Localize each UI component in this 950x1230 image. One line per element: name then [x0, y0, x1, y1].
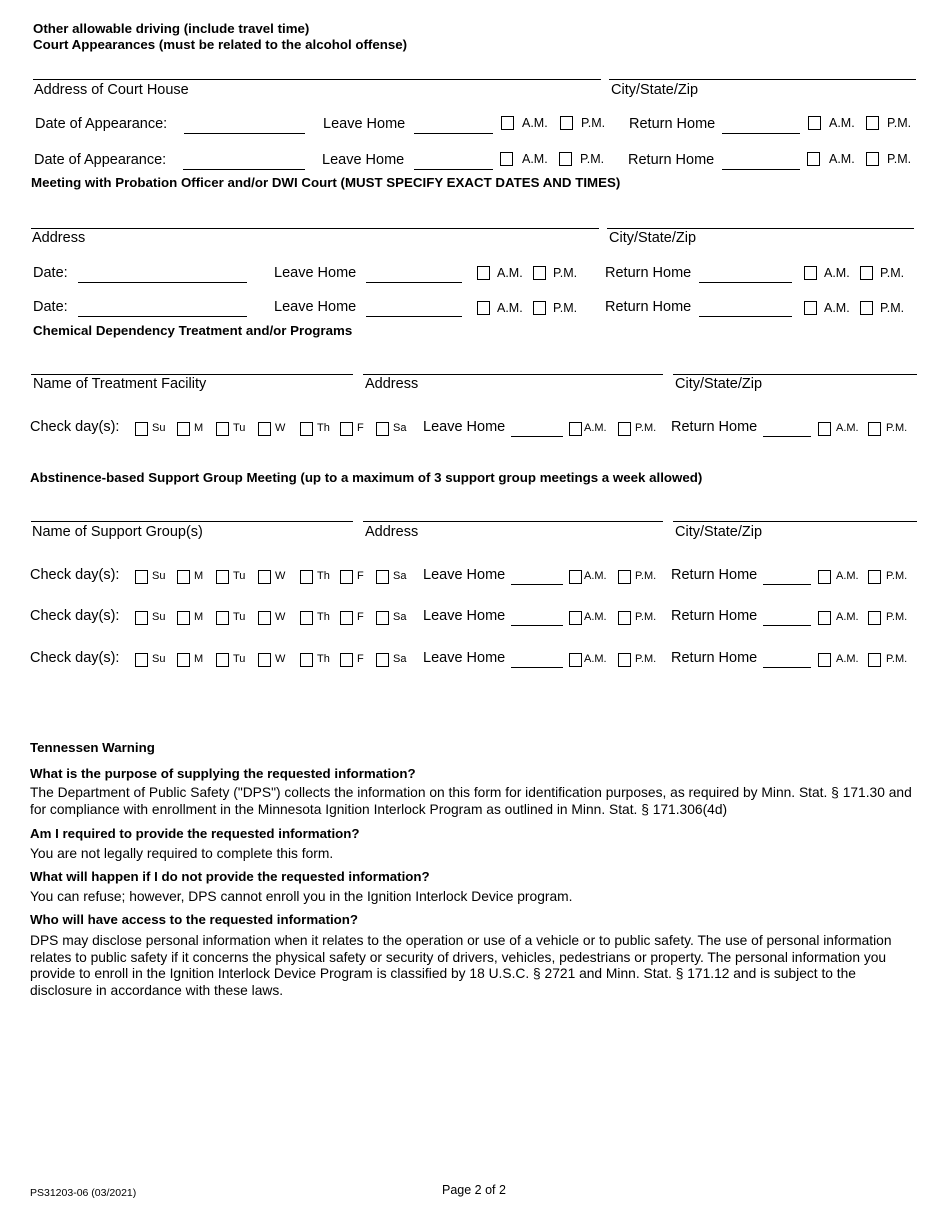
pm-checkbox[interactable]	[618, 570, 631, 584]
leave-home-label: Leave Home	[423, 608, 506, 624]
court-address-label: Address of Court House	[34, 82, 189, 98]
day-checkbox-f[interactable]	[340, 653, 353, 667]
day-checkbox-f[interactable]	[340, 422, 353, 436]
day-checkbox-tu[interactable]	[216, 422, 229, 436]
am-checkbox[interactable]	[501, 116, 514, 130]
pm-checkbox[interactable]	[860, 266, 873, 280]
pm-checkbox[interactable]	[618, 422, 631, 436]
pm-checkbox[interactable]	[868, 611, 881, 625]
leave-home-label: Leave Home	[423, 419, 506, 435]
leave-home-field[interactable]	[511, 625, 563, 626]
day-label: F	[357, 570, 364, 582]
pm-checkbox[interactable]	[533, 301, 546, 315]
am-label: A.M.	[522, 116, 548, 130]
day-label: W	[275, 653, 286, 665]
pm-label: P.M.	[635, 422, 657, 434]
court-city-label: City/State/Zip	[611, 82, 699, 98]
return-home-field[interactable]	[763, 625, 811, 626]
day-label: Th	[317, 570, 330, 582]
day-checkbox-m[interactable]	[177, 611, 190, 625]
day-label: Su	[152, 422, 166, 434]
am-checkbox[interactable]	[477, 266, 490, 280]
day-checkbox-th[interactable]	[300, 422, 313, 436]
court-leave-field[interactable]	[414, 133, 493, 134]
warning-a3: You can refuse; however, DPS cannot enroll you in the Ignition Interlock Device program.	[30, 889, 573, 904]
day-label: Su	[152, 570, 166, 582]
am-label: A.M.	[824, 301, 850, 315]
check-days-label: Check day(s):	[30, 567, 120, 583]
am-label: A.M.	[829, 152, 855, 166]
treatment-address-underline[interactable]	[363, 374, 663, 375]
probation-date-field[interactable]	[78, 282, 247, 283]
day-label: Th	[317, 422, 330, 434]
day-label: Tu	[233, 611, 246, 623]
return-home-label: Return Home	[671, 608, 758, 624]
support-heading: Abstinence-based Support Group Meeting (up to a maximum of 3 support group meetings a week allowed)	[30, 470, 703, 485]
day-checkbox-tu[interactable]	[216, 570, 229, 584]
pm-checkbox[interactable]	[868, 570, 881, 584]
pm-label: P.M.	[553, 266, 578, 280]
court-date-label: Date of Appearance:	[35, 116, 168, 132]
court-leave-label: Leave Home	[323, 116, 406, 132]
warning-title: Tennessen Warning	[30, 740, 155, 755]
court-return-field[interactable]	[722, 133, 800, 134]
pm-checkbox[interactable]	[559, 152, 572, 166]
return-home-field[interactable]	[763, 667, 811, 668]
probation-return-label: Return Home	[605, 299, 692, 315]
am-checkbox[interactable]	[818, 611, 831, 625]
day-checkbox-f[interactable]	[340, 570, 353, 584]
warning-a4: DPS may disclose personal information when it relates to the operation or use of a vehicle or to public safety. The use of personal information relates to public safety if it concerns the physical safety or security of drivers, vehicles, pedestrians or property. The personal information you provide to enroll in the Ignition Interlock Device Program is classified by 18 U.S.C. § 2721 and Minn. Stat. § 171.12 and is subject to the disclosure in accordance with these laws.	[30, 933, 892, 998]
am-checkbox[interactable]	[807, 152, 820, 166]
day-label: Sa	[393, 611, 407, 623]
leave-home-label: Leave Home	[423, 650, 506, 666]
pm-label: P.M.	[580, 152, 605, 166]
pm-label: P.M.	[880, 301, 905, 315]
am-label: A.M.	[584, 422, 607, 434]
day-label: Tu	[233, 422, 246, 434]
pm-label: P.M.	[886, 653, 908, 665]
day-label: F	[357, 422, 364, 434]
header-line-1: Other allowable driving (include travel time)	[33, 21, 310, 36]
pm-label: P.M.	[886, 570, 908, 582]
check-days-label: Check day(s):	[30, 419, 120, 435]
day-checkbox-th[interactable]	[300, 611, 313, 625]
day-label: M	[194, 422, 204, 434]
am-label: A.M.	[836, 422, 859, 434]
pm-label: P.M.	[886, 422, 908, 434]
pm-label: P.M.	[635, 570, 657, 582]
court-leave-label: Leave Home	[322, 152, 405, 168]
support-city-underline[interactable]	[673, 521, 917, 522]
pm-label: P.M.	[635, 611, 657, 623]
court-date-field[interactable]	[184, 133, 305, 134]
probation-return-field[interactable]	[699, 316, 792, 317]
day-checkbox-sa[interactable]	[376, 570, 389, 584]
am-checkbox[interactable]	[569, 653, 582, 667]
day-checkbox-m[interactable]	[177, 653, 190, 667]
court-city-underline[interactable]	[609, 79, 916, 80]
warning-a2: You are not legally required to complete this form.	[30, 846, 334, 861]
day-label: Th	[317, 611, 330, 623]
day-label: Su	[152, 653, 166, 665]
pm-label: P.M.	[581, 116, 606, 130]
warning-q2: Am I required to provide the requested information?	[30, 826, 360, 841]
return-home-label: Return Home	[671, 419, 758, 435]
day-checkbox-th[interactable]	[300, 570, 313, 584]
day-label: F	[357, 653, 364, 665]
pm-label: P.M.	[880, 266, 905, 280]
probation-leave-label: Leave Home	[274, 299, 357, 315]
day-checkbox-su[interactable]	[135, 611, 148, 625]
day-checkbox-w[interactable]	[258, 422, 271, 436]
am-checkbox[interactable]	[569, 570, 582, 584]
court-leave-field[interactable]	[414, 169, 493, 170]
form-number: PS31203-06 (03/2021)	[30, 1187, 137, 1199]
am-label: A.M.	[497, 301, 523, 315]
treatment-heading: Chemical Dependency Treatment and/or Programs	[33, 323, 353, 338]
support-city-label: City/State/Zip	[675, 524, 763, 540]
am-label: A.M.	[497, 266, 523, 280]
pm-checkbox[interactable]	[866, 152, 879, 166]
days-row	[0, 567, 950, 587]
pm-label: P.M.	[887, 116, 912, 130]
day-checkbox-sa[interactable]	[376, 653, 389, 667]
days-row	[0, 650, 950, 670]
check-days-label: Check day(s):	[30, 650, 120, 666]
support-address-label: Address	[365, 524, 419, 540]
days-row	[0, 419, 950, 439]
pm-label: P.M.	[886, 611, 908, 623]
day-label: Tu	[233, 653, 246, 665]
court-return-label: Return Home	[628, 152, 715, 168]
return-home-label: Return Home	[671, 567, 758, 583]
pm-label: P.M.	[635, 653, 657, 665]
probation-date-field[interactable]	[78, 316, 247, 317]
am-label: A.M.	[836, 611, 859, 623]
return-home-label: Return Home	[671, 650, 758, 666]
day-checkbox-w[interactable]	[258, 611, 271, 625]
day-checkbox-th[interactable]	[300, 653, 313, 667]
day-checkbox-m[interactable]	[177, 422, 190, 436]
pm-checkbox[interactable]	[560, 116, 573, 130]
support-name-underline[interactable]	[31, 521, 353, 522]
day-checkbox-su[interactable]	[135, 653, 148, 667]
day-checkbox-sa[interactable]	[376, 611, 389, 625]
day-label: W	[275, 611, 286, 623]
day-label: Sa	[393, 422, 407, 434]
court-address-underline[interactable]	[33, 79, 601, 80]
pm-checkbox[interactable]	[868, 422, 881, 436]
warning-q3: What will happen if I do not provide the requested information?	[30, 869, 430, 884]
day-checkbox-w[interactable]	[258, 570, 271, 584]
am-label: A.M.	[829, 116, 855, 130]
pm-checkbox[interactable]	[618, 653, 631, 667]
probation-leave-field[interactable]	[366, 316, 462, 317]
am-checkbox[interactable]	[477, 301, 490, 315]
treatment-facility-underline[interactable]	[31, 374, 353, 375]
am-checkbox[interactable]	[818, 570, 831, 584]
probation-return-label: Return Home	[605, 265, 692, 281]
am-label: A.M.	[584, 611, 607, 623]
probation-date-label: Date:	[33, 265, 68, 281]
days-row	[0, 608, 950, 628]
probation-return-field[interactable]	[699, 282, 792, 283]
treatment-address-label: Address	[365, 376, 419, 392]
treatment-facility-label: Name of Treatment Facility	[33, 376, 207, 392]
am-label: A.M.	[824, 266, 850, 280]
am-checkbox[interactable]	[804, 301, 817, 315]
return-home-field[interactable]	[763, 436, 811, 437]
day-checkbox-tu[interactable]	[216, 611, 229, 625]
court-return-field[interactable]	[722, 169, 800, 170]
check-days-label: Check day(s):	[30, 608, 120, 624]
day-label: Tu	[233, 570, 246, 582]
treatment-city-label: City/State/Zip	[675, 376, 763, 392]
court-return-label: Return Home	[629, 116, 716, 132]
warning-q4: Who will have access to the requested information?	[30, 912, 359, 927]
pm-checkbox[interactable]	[868, 653, 881, 667]
day-label: W	[275, 422, 286, 434]
warning-a1: The Department of Public Safety ("DPS") collects the information on this form for identification purposes, as required by Minn. Stat. § 171.30 and for compliance with enrollment in the Minnesota Ignition Interlock Program as outlined in Minn. Stat. § 171.306(4d)	[30, 785, 912, 817]
support-name-label: Name of Support Group(s)	[32, 524, 203, 540]
am-checkbox[interactable]	[818, 422, 831, 436]
day-label: Sa	[393, 570, 407, 582]
am-checkbox[interactable]	[569, 422, 582, 436]
probation-leave-label: Leave Home	[274, 265, 357, 281]
am-checkbox[interactable]	[500, 152, 513, 166]
day-checkbox-sa[interactable]	[376, 422, 389, 436]
probation-city-underline[interactable]	[607, 228, 914, 229]
pm-checkbox[interactable]	[533, 266, 546, 280]
pm-checkbox[interactable]	[860, 301, 873, 315]
header-line-2: Court Appearances (must be related to the alcohol offense)	[33, 37, 408, 52]
am-label: A.M.	[836, 653, 859, 665]
day-checkbox-m[interactable]	[177, 570, 190, 584]
am-checkbox[interactable]	[818, 653, 831, 667]
am-label: A.M.	[584, 653, 607, 665]
day-label: M	[194, 611, 204, 623]
probation-address-underline[interactable]	[31, 228, 599, 229]
pm-label: P.M.	[553, 301, 578, 315]
day-label: F	[357, 611, 364, 623]
day-label: Sa	[393, 653, 407, 665]
day-checkbox-f[interactable]	[340, 611, 353, 625]
leave-home-field[interactable]	[511, 667, 563, 668]
leave-home-field[interactable]	[511, 436, 563, 437]
day-label: W	[275, 570, 286, 582]
probation-date-label: Date:	[33, 299, 68, 315]
day-label: Th	[317, 653, 330, 665]
day-checkbox-w[interactable]	[258, 653, 271, 667]
am-label: A.M.	[584, 570, 607, 582]
probation-address-label: Address	[32, 230, 86, 246]
leave-home-field[interactable]	[511, 584, 563, 585]
day-label: Su	[152, 611, 166, 623]
am-checkbox[interactable]	[808, 116, 821, 130]
am-checkbox[interactable]	[804, 266, 817, 280]
court-date-field[interactable]	[183, 169, 305, 170]
day-checkbox-tu[interactable]	[216, 653, 229, 667]
warning-q1: What is the purpose of supplying the requested information?	[30, 766, 416, 781]
leave-home-label: Leave Home	[423, 567, 506, 583]
probation-city-label: City/State/Zip	[609, 230, 697, 246]
support-address-underline[interactable]	[363, 521, 663, 522]
am-checkbox[interactable]	[569, 611, 582, 625]
day-label: M	[194, 570, 204, 582]
pm-label: P.M.	[887, 152, 912, 166]
probation-heading: Meeting with Probation Officer and/or DWI Court (MUST SPECIFY EXACT DATES AND TIMES)	[31, 175, 621, 190]
am-label: A.M.	[522, 152, 548, 166]
pm-checkbox[interactable]	[618, 611, 631, 625]
treatment-city-underline[interactable]	[673, 374, 917, 375]
probation-leave-field[interactable]	[366, 282, 462, 283]
page-number: Page 2 of 2	[442, 1183, 506, 1197]
court-date-label: Date of Appearance:	[34, 152, 167, 168]
day-checkbox-su[interactable]	[135, 570, 148, 584]
day-checkbox-su[interactable]	[135, 422, 148, 436]
day-label: M	[194, 653, 204, 665]
return-home-field[interactable]	[763, 584, 811, 585]
pm-checkbox[interactable]	[866, 116, 879, 130]
am-label: A.M.	[836, 570, 859, 582]
